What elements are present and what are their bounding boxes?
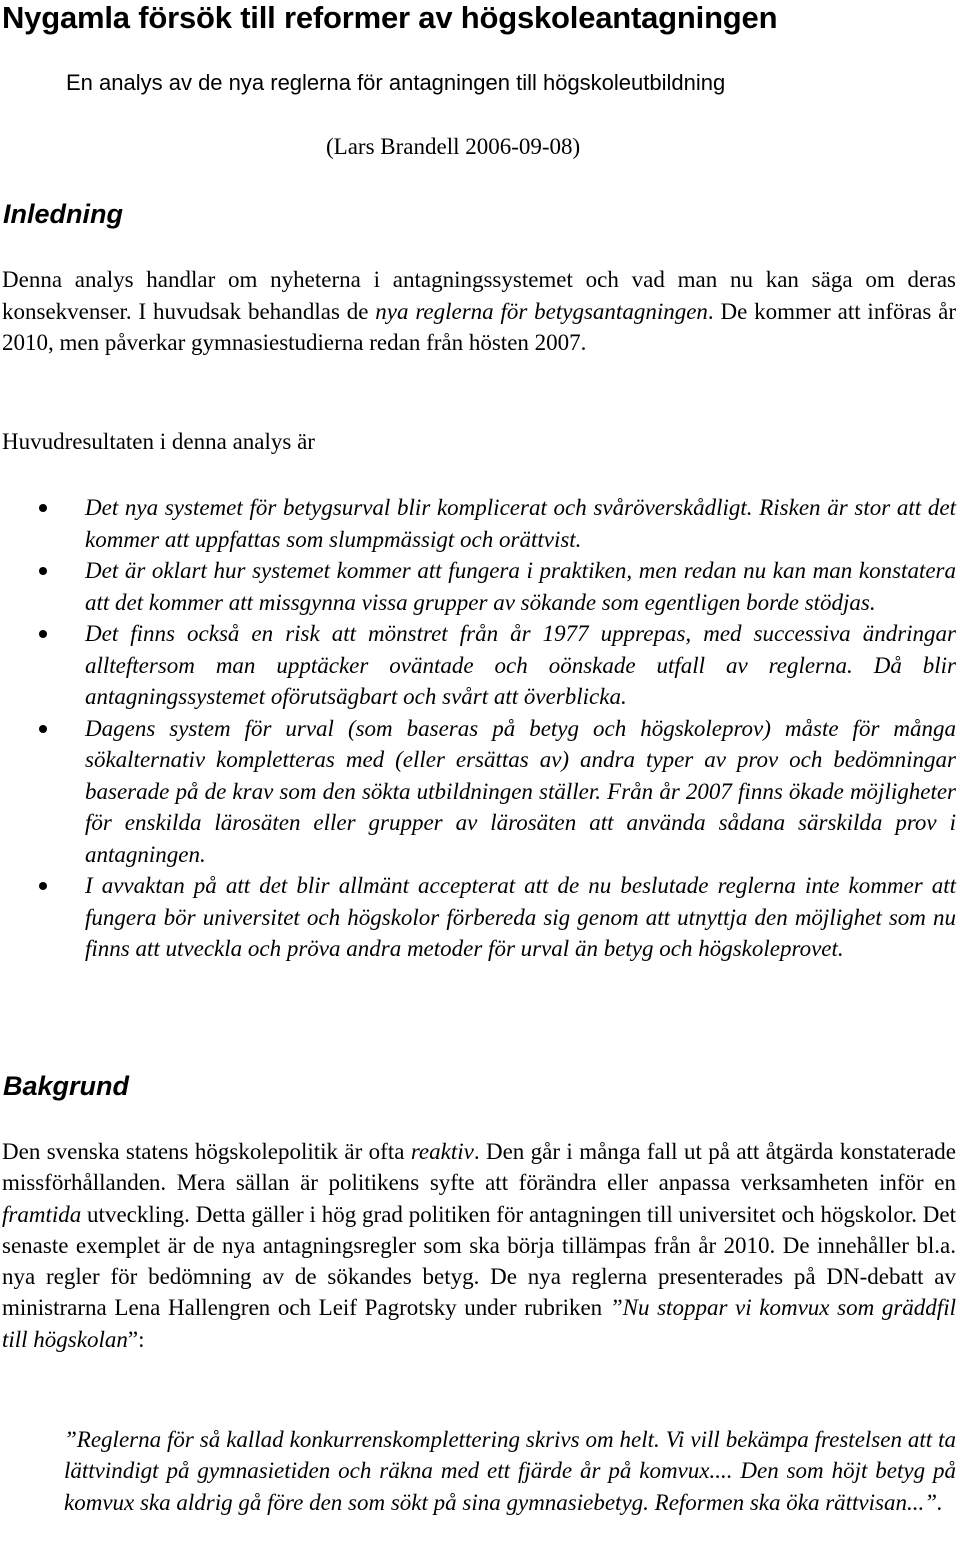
bullet-text: Det finns också en risk att mönstret från år 1977 upprepas, med successiva ändringar allteftersom man upptäcker oväntade och oönskade utfall av reglerna. Då blir antagningssystemet oförutsägbart och svårt att överblicka.	[85, 621, 956, 709]
bullet-text: Det nya systemet för betygsurval blir komplicerat och svåröverskådligt. Risken är stor att det kommer att uppfattas som slumpmässigt och orättvist.	[85, 495, 956, 552]
document-title: Nygamla försök till reformer av högskoleantagningen	[2, 0, 778, 35]
bakgrund-emphasis-framtida: framtida	[2, 1201, 82, 1227]
document-subtitle: En analys av de nya reglerna för antagningen till högskoleutbildning	[66, 70, 726, 95]
bullet-icon	[39, 504, 47, 512]
bakgrund-emphasis-reaktiv: reaktiv	[410, 1139, 474, 1164]
bullet-text: I avvaktan på att det blir allmänt accepterat att de nu beslutade reglerna inte kommer att fungera bör universitet och högskolor förbereda sig genom att utnyttja den möjlighet som nu finns att utveckla och pröva andra metoder för urval än betyg och högskoleprovet.	[85, 873, 956, 961]
bullet-icon	[39, 882, 47, 890]
results-bullet-item	[0, 618, 956, 713]
bullet-icon	[39, 567, 47, 575]
bullet-text: Dagens system för urval (som baseras på betyg och högskoleprov) måste för många sökalternativ kompletteras med (eller ersättas av) andra typer av prov och bedömningar baserade på de krav som den sökta utbildningen ställer. Från år 2007 finns ökade möjligheter för enskilda lärosäten eller grupper av lärosäten att använda sådana särskilda prov i antagningen.	[85, 715, 956, 867]
intro-text-1: Denna analys handlar om nyheterna i antagningssystemet och vad man nu kan säga om deras konsekvenser. I huvudsak behandlas de	[2, 267, 956, 324]
bullet-icon	[39, 725, 47, 733]
bakgrund-text-3: utveckling. Detta gäller i hög grad politiken för antagningen till universitet och högskolor. Det senaste exemplet är de nya antagningsregler som ska börja tillämpas från år 2010. De innehåller bl.a. nya regler för bedömning av de sökandes betyg. De nya reglerna presenterades på DN-debatt av ministrarna Lena Hallengren och Leif Pagrotsky under rubriken	[2, 1201, 956, 1321]
bakgrund-paragraph	[2, 1136, 956, 1355]
results-bullet-list	[0, 492, 960, 965]
intro-emphasis: nya reglerna för betygsantagningen	[375, 298, 708, 324]
bakgrund-text-1: Den svenska statens högskolepolitik är ofta	[2, 1139, 411, 1164]
bullet-text: Det är oklart hur systemet kommer att fungera i praktiken, men redan nu kan man konstatera att det kommer att missgynna vissa grupper av sökande som egentligen borde stödjas.	[85, 558, 956, 615]
results-bullet-item	[0, 492, 956, 555]
results-lead: Huvudresultaten i denna analys är	[2, 429, 315, 454]
intro-text-2: . De kommer att införas år 2010, men påverkar gymnasiestudierna redan från hösten 2007.	[2, 298, 956, 355]
author-date: (Lars Brandell 2006-09-08)	[326, 134, 581, 159]
bakgrund-emphasis-rubrik: ”Nu stoppar vi komvux som gräddfil till högskolan	[2, 1295, 956, 1352]
results-bullet-item	[0, 713, 956, 871]
section-heading-inledning: Inledning	[3, 199, 123, 229]
block-quote: ”Reglerna för så kallad konkurrenskomplettering skrivs om helt. Vi vill bekämpa frestelsen att ta lättvindigt på gymnasietiden och räkna med ett fjärde år på komvux.... Den som höjt betyg på komvux ska aldrig gå före den som sökt på sina gymnasiebetyg. Reformen ska öka rättvisan...”.	[64, 1427, 956, 1515]
results-bullet-item	[0, 870, 956, 965]
section-heading-bakgrund: Bakgrund	[3, 1071, 130, 1101]
intro-paragraph	[2, 264, 956, 359]
bakgrund-text-4: ”:	[127, 1326, 145, 1352]
bullet-icon	[39, 630, 47, 638]
bakgrund-text-2: . Den går i många fall ut på att åtgärda konstaterade missförhållanden. Mera sällan är politikens syfte att förändra eller anpassa verksamheten inför en	[2, 1139, 956, 1196]
results-bullet-item	[0, 555, 956, 618]
